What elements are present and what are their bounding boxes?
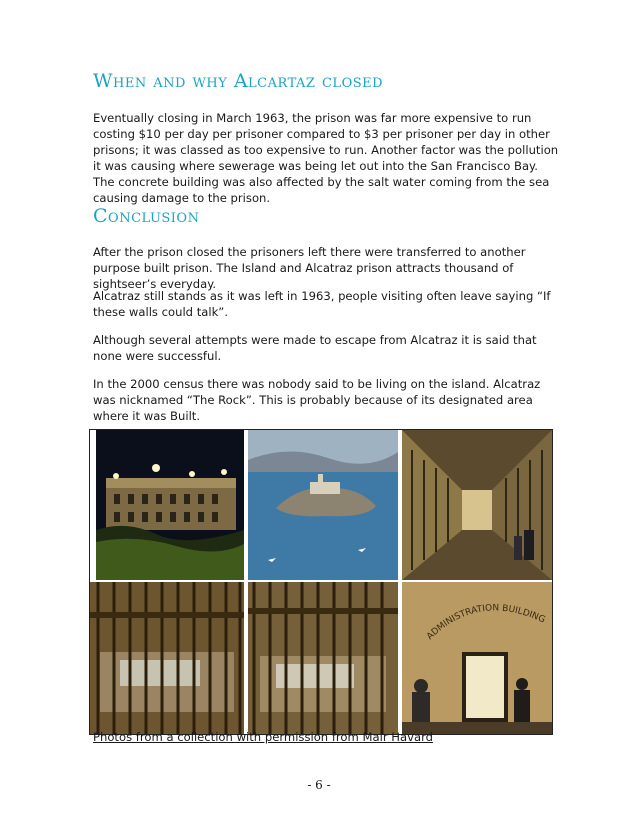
section-heading-conclusion: Conclusion — [93, 205, 200, 227]
conclusion-paragraph-2: Alcatraz still stands as it was left in 1963, people visiting often leave saying “If these walls could talk”. — [93, 289, 551, 319]
photo-grid — [89, 429, 553, 735]
photo-cell-block — [402, 430, 552, 580]
photo-cell-interior-1 — [90, 582, 244, 734]
photo-island-aerial — [248, 430, 398, 580]
photo-administration-building — [402, 582, 552, 734]
section-heading-closure: When and why Alcartaz closed — [93, 70, 384, 92]
closure-paragraph: Eventually closing in March 1963, the prison was far more expensive to run costing $10 per day per prisoner compared to $3 per prisoner per day in other prisons; it was classed as too expensive to run. Another factor was the pollution it was causing where sewerage was being let out into the San Francisco Bay. The concrete building was also affected by the salt water coming from the sea causing damage to the prison. — [93, 111, 559, 205]
conclusion-paragraph-4: In the 2000 census there was nobody said to be living on the island. Alcatraz was nicknamed “The Rock”. This is probably because of its designated area where it was Built. — [93, 377, 541, 423]
administration-sign-text: ADMINISTRATION BUILDING — [425, 603, 547, 643]
photo-cell-interior-2 — [248, 582, 398, 734]
page-number: - 6 - — [307, 778, 331, 792]
photo-prison-night — [96, 430, 244, 580]
conclusion-paragraph-1: After the prison closed the prisoners left there were transferred to another purpose built prison. The Island and Alcatraz prison attracts thousand of sightseer’s everyday. — [93, 245, 526, 291]
conclusion-paragraph-3: Although several attempts were made to escape from Alcatraz it is said that none were successful. — [93, 333, 537, 363]
photo-caption: Photos from a collection with permission from Mair Havard — [93, 730, 433, 744]
